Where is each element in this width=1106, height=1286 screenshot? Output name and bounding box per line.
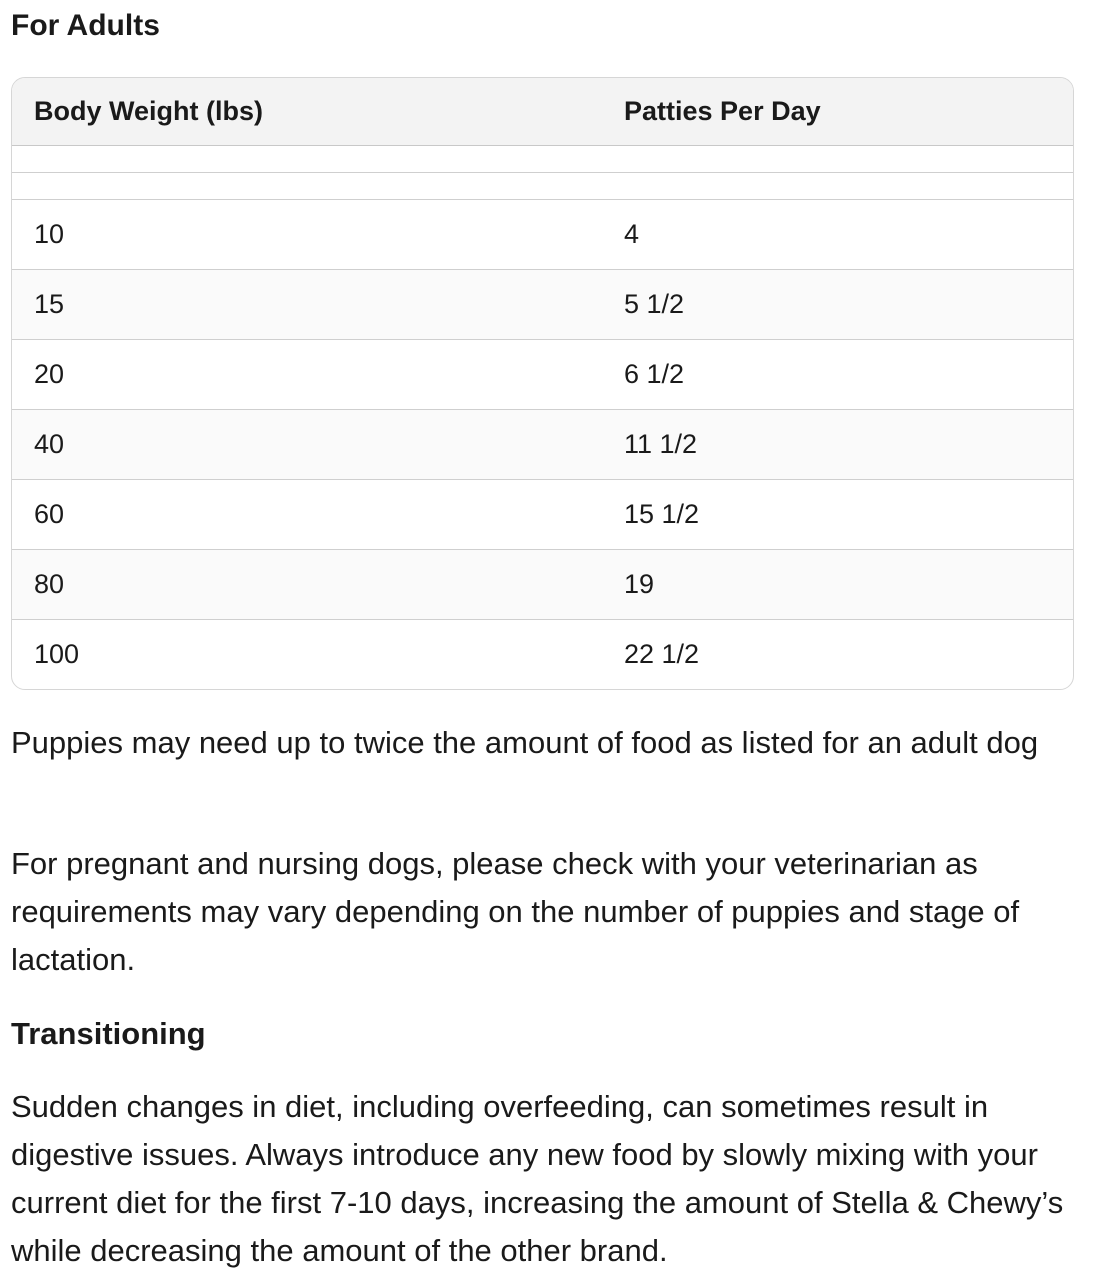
table-cell-empty	[602, 173, 1073, 200]
table-cell-weight: 80	[12, 550, 602, 620]
table-cell-patties: 4	[602, 200, 1073, 270]
table-cell-weight: 10	[12, 200, 602, 270]
paragraph-transitioning: Sudden changes in diet, including overfeeding, can sometimes result in digestive issues. Always introduce any new food by slowly mixing with your current diet for the first 7-10 days, increasing the amount of Stella & Chewy’s while decreasing the amount of the other brand.	[11, 1089, 1064, 1268]
feeding-table-grid	[12, 78, 1073, 689]
column-header-patties-per-day: Patties Per Day	[602, 78, 1073, 146]
table-row	[12, 480, 1073, 550]
table-header-row	[12, 78, 1073, 146]
table-cell-patties: 19	[602, 550, 1073, 620]
table-cell-weight: 15	[12, 270, 602, 340]
table-cell-weight: 40	[12, 410, 602, 480]
table-row	[12, 340, 1073, 410]
section-heading-for-adults: For Adults	[11, 9, 160, 42]
table-row	[12, 620, 1073, 690]
table-header	[12, 78, 1073, 146]
table-cell-empty	[12, 173, 602, 200]
column-header-body-weight: Body Weight (lbs)	[12, 78, 602, 146]
table-row	[12, 200, 1073, 270]
table-cell-patties: 22 1/2	[602, 620, 1073, 690]
table-cell-weight: 20	[12, 340, 602, 410]
table-row-empty	[12, 173, 1073, 200]
table-cell-empty	[12, 146, 602, 173]
table-row-empty	[12, 146, 1073, 173]
table-row	[12, 550, 1073, 620]
table-cell-weight: 60	[12, 480, 602, 550]
table-cell-patties: 5 1/2	[602, 270, 1073, 340]
table-row	[12, 410, 1073, 480]
paragraph-puppies: Puppies may need up to twice the amount of food as listed for an adult dog	[11, 725, 1039, 760]
table-cell-patties: 11 1/2	[602, 410, 1073, 480]
table-cell-patties: 6 1/2	[602, 340, 1073, 410]
section-heading-transitioning: Transitioning	[11, 1016, 206, 1051]
table-cell-patties: 15 1/2	[602, 480, 1073, 550]
table-cell-weight: 100	[12, 620, 602, 690]
table-body	[12, 146, 1073, 690]
feeding-table	[11, 77, 1074, 690]
table-row	[12, 270, 1073, 340]
table-cell-empty	[602, 146, 1073, 173]
paragraph-pregnant-nursing: For pregnant and nursing dogs, please check with your veterinarian as requirements may vary depending on the number of puppies and stage of lactation.	[11, 846, 1020, 977]
